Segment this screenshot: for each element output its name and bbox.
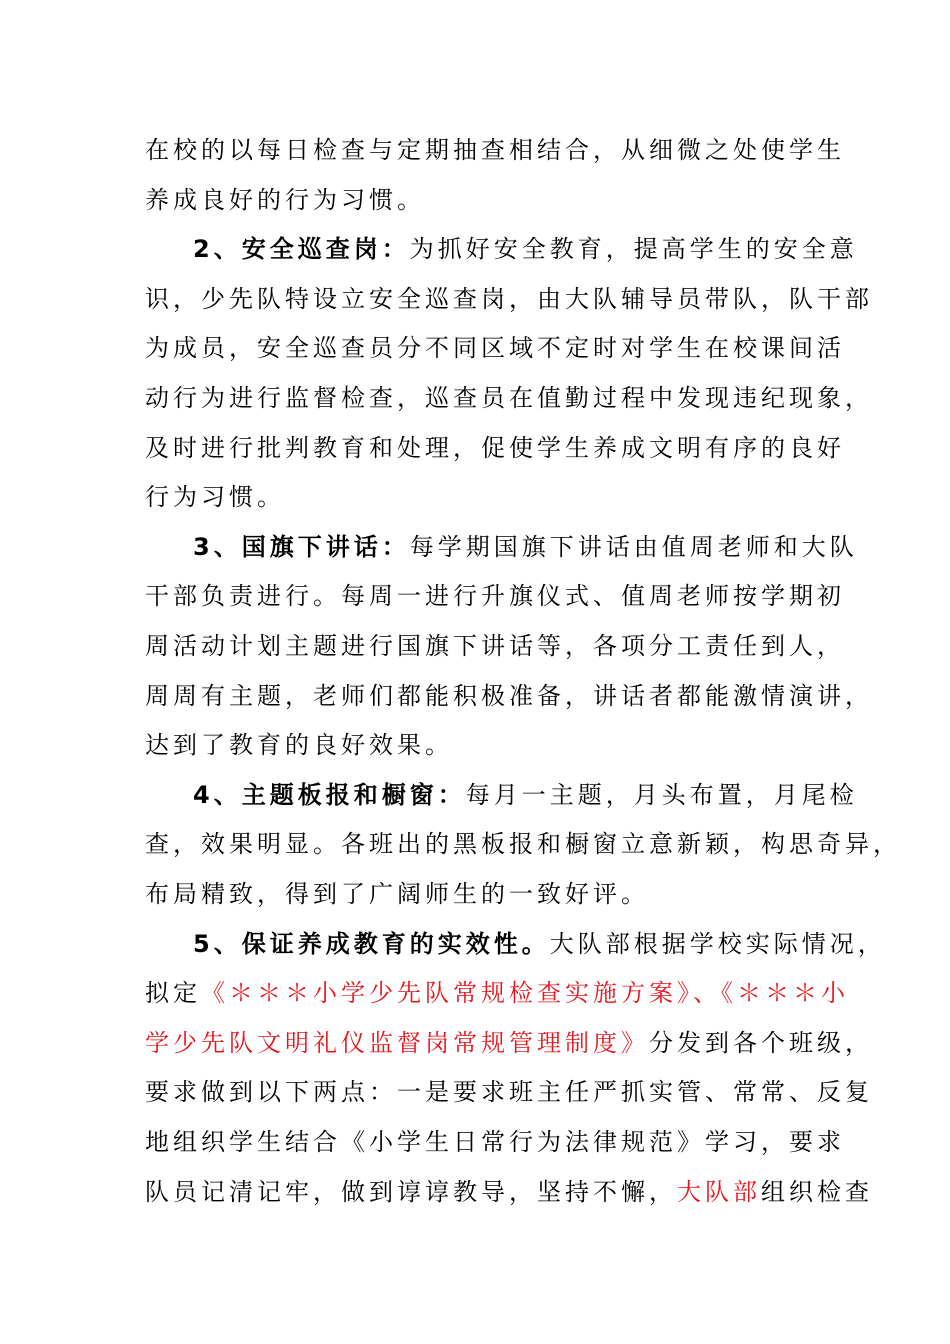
text-line (193, 522, 873, 572)
body-text: 要求做到以下两点：一是要求班主任严抓实管、常常、反复 (145, 1078, 873, 1107)
text-line (193, 224, 873, 274)
text-line (145, 1167, 873, 1217)
body-text: 拟定 (145, 979, 201, 1008)
body-text: 布局精致，得到了广阔师生的一致好评。 (145, 880, 649, 908)
body-text: 达到了教育的良好效果。 (145, 731, 453, 760)
highlighted-text: 《＊＊＊小学少先队常规检查实施方案》、《＊＊＊小 (201, 979, 849, 1008)
text-line (145, 1018, 873, 1068)
highlighted-text: 大队部 (677, 1177, 761, 1206)
section-heading: 5、保证养成教育的实效性。 (193, 929, 550, 958)
body-text: 每月一主题，月头布置，月尾检 (465, 780, 858, 809)
body-text: 周周有主题，老师们都能积极准备，讲话者都能激情演讲， (145, 681, 873, 710)
body-text: 识，少先队特设立安全巡查岗，由大队辅导员带队，队干部 (145, 284, 873, 313)
body-text: 地组织学生结合《小学生日常行为法律规范》学习，要求 (145, 1128, 845, 1156)
text-line (145, 571, 845, 621)
body-text: 干部负责进行。每周一进行升旗仪式、值周老师按学期初 (145, 582, 845, 611)
text-line (193, 919, 886, 969)
body-text: 组织检查 (761, 1177, 873, 1206)
text-line (145, 423, 845, 473)
body-text: 分发到各个班级， (649, 1028, 873, 1057)
text-line (145, 621, 845, 671)
text-line (145, 819, 901, 869)
text-line (145, 323, 845, 373)
body-text: 周活动计划主题进行国旗下讲话等，各项分工责任到人， (145, 632, 845, 660)
body-text: 在校的以每日检查与定期抽查相结合，从细微之处使学生 (145, 136, 845, 164)
text-line (145, 1067, 873, 1117)
highlighted-text: 学少先队文明礼仪监督岗常规管理制度》 (145, 1028, 649, 1057)
section-heading: 2、安全巡查岗： (193, 235, 410, 264)
text-line (145, 373, 873, 423)
section-heading: 4、主题板报和橱窗： (193, 780, 466, 809)
text-line (145, 671, 873, 721)
text-line (193, 770, 873, 820)
body-text: 为成员，安全巡查员分不同区域不定时对学生在校课间活 (145, 334, 845, 363)
body-text: 大队部根据学校实际情况， (549, 929, 886, 958)
text-line (145, 274, 873, 324)
body-text: 为抓好安全教育，提高学生的安全意 (409, 235, 858, 264)
body-text: 查，效果明显。各班出的黑板报和橱窗立意新颖，构思奇异， (145, 830, 901, 859)
body-text: 每学期国旗下讲话由值周老师和大队 (409, 532, 858, 561)
text-line (145, 720, 825, 770)
text-line (145, 1117, 845, 1167)
body-text: 行为习惯。 (145, 483, 285, 512)
text-line (145, 869, 825, 919)
body-text: 养成良好的行为习惯。 (145, 185, 425, 214)
text-line (145, 125, 845, 175)
text-line (145, 968, 849, 1018)
body-text: 队员记清记牢，做到谆谆教导，坚持不懈， (145, 1177, 677, 1206)
body-text: 及时进行批判教育和处理，促使学生养成文明有序的良好 (145, 433, 845, 462)
text-line (145, 175, 825, 225)
text-line (145, 472, 825, 522)
section-heading: 3、国旗下讲话： (193, 532, 410, 561)
body-text: 动行为进行监督检查，巡查员在值勤过程中发现违纪现象， (145, 384, 873, 412)
